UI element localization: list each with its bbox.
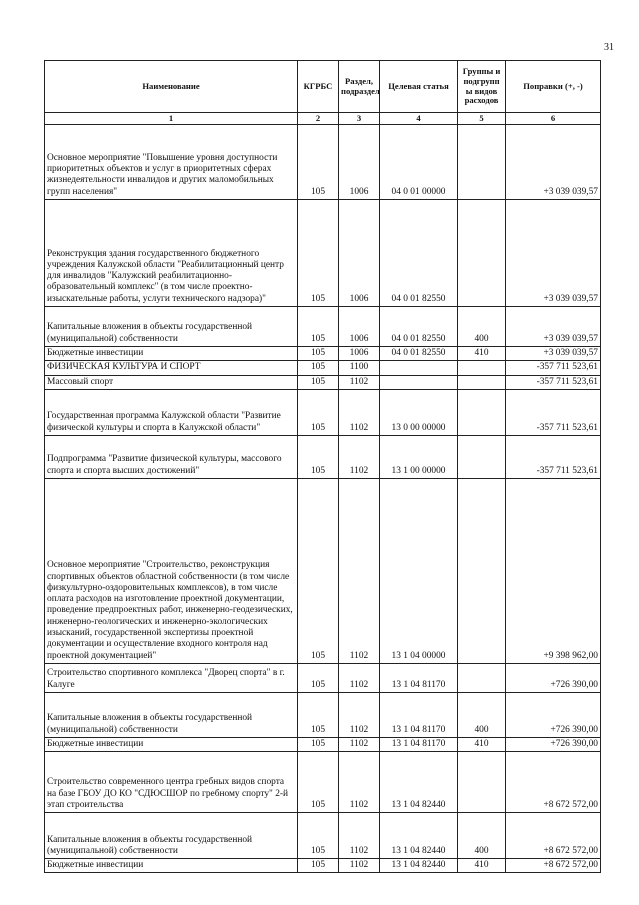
- row-target: 13 1 04 81170: [380, 692, 458, 737]
- row-group: [458, 478, 506, 663]
- row-group: 400: [458, 813, 506, 859]
- budget-amendments-table: [44, 60, 601, 873]
- row-kgrbs: 105: [298, 347, 339, 361]
- table-row: [45, 692, 601, 737]
- row-amount: +3 039 039,57: [506, 307, 601, 347]
- row-group: [458, 200, 506, 307]
- row-group: 410: [458, 737, 506, 751]
- row-name: Бюджетные инвестиции: [45, 347, 298, 361]
- row-kgrbs: 105: [298, 307, 339, 347]
- table-row: [45, 478, 601, 663]
- row-kgrbs: 105: [298, 375, 339, 389]
- table-row: [45, 435, 601, 478]
- table-row: [45, 125, 601, 200]
- page-number: 31: [604, 42, 614, 53]
- row-target: 13 1 00 00000: [380, 435, 458, 478]
- row-group: [458, 389, 506, 435]
- row-kgrbs: 105: [298, 389, 339, 435]
- row-target: 13 1 04 00000: [380, 478, 458, 663]
- table-row: [45, 813, 601, 859]
- row-section: 1006: [339, 347, 380, 361]
- row-amount: +9 398 962,00: [506, 478, 601, 663]
- row-name: Реконструкция здания государственного бюджетного учреждения Калужской области "Реабилитационный центр для инвалидов "Калужский реабилитационно-образовательный комплекс" (в том числе проектно-изыскательные работы, услуги технического надзора)": [45, 200, 298, 307]
- row-section: 1102: [339, 435, 380, 478]
- row-amount: +8 672 572,00: [506, 859, 601, 873]
- col-number: 1: [45, 113, 298, 125]
- row-target: [380, 375, 458, 389]
- row-amount: -357 711 523,61: [506, 435, 601, 478]
- table-row: [45, 859, 601, 873]
- row-target: 13 1 04 81170: [380, 663, 458, 692]
- row-target: 04 0 01 82550: [380, 200, 458, 307]
- row-section: 1102: [339, 692, 380, 737]
- row-kgrbs: 105: [298, 361, 339, 375]
- row-kgrbs: 105: [298, 813, 339, 859]
- row-name: Капитальные вложения в объекты государственной (муниципальной) собственности: [45, 813, 298, 859]
- row-name: Бюджетные инвестиции: [45, 859, 298, 873]
- table-row: [45, 347, 601, 361]
- row-group: 410: [458, 347, 506, 361]
- row-section: 1102: [339, 859, 380, 873]
- table-row: [45, 375, 601, 389]
- row-section: 1102: [339, 663, 380, 692]
- row-group: 410: [458, 859, 506, 873]
- table-row: [45, 752, 601, 813]
- row-amount: +3 039 039,57: [506, 125, 601, 200]
- row-kgrbs: 105: [298, 692, 339, 737]
- row-group: [458, 752, 506, 813]
- row-target: 13 1 04 81170: [380, 737, 458, 751]
- col-number: 4: [380, 113, 458, 125]
- row-amount: -357 711 523,61: [506, 375, 601, 389]
- header-group: Группы и подгрупп ы видов расходов: [458, 61, 506, 113]
- header-kgrbs: КГРБС: [298, 61, 339, 113]
- row-section: 1102: [339, 375, 380, 389]
- table-row: [45, 389, 601, 435]
- row-kgrbs: 105: [298, 125, 339, 200]
- row-section: 1102: [339, 478, 380, 663]
- row-target: 04 0 01 00000: [380, 125, 458, 200]
- table-row: [45, 361, 601, 375]
- row-name: Подпрограмма "Развитие физической культуры, массового спорта и спорта высших достижений": [45, 435, 298, 478]
- row-kgrbs: 105: [298, 859, 339, 873]
- header-row: [45, 61, 601, 113]
- row-section: 1102: [339, 389, 380, 435]
- row-group: [458, 375, 506, 389]
- row-target: 04 0 01 82550: [380, 347, 458, 361]
- row-kgrbs: 105: [298, 752, 339, 813]
- row-target: 13 1 04 82440: [380, 752, 458, 813]
- row-amount: +3 039 039,57: [506, 347, 601, 361]
- row-name: Основное мероприятие "Повышение уровня доступности приоритетных объектов и услуг в приоритетных сферах жизнедеятельности инвалидов и других маломобильных групп населения": [45, 125, 298, 200]
- row-amount: +3 039 039,57: [506, 200, 601, 307]
- row-amount: -357 711 523,61: [506, 389, 601, 435]
- row-section: 1100: [339, 361, 380, 375]
- table-row: [45, 663, 601, 692]
- row-name: Строительство спортивного комплекса "Дворец спорта" в г. Калуге: [45, 663, 298, 692]
- row-name: Основное мероприятие "Строительство, реконструкция спортивных объектов областной собственности (в том числе физкультурно-оздоровительных комплексов), в том числе оплата расходов на изготовление проектной документации, проведение предпроектных работ, инженерно-геодезических, инженерно-геологических и инженерно-экологических изысканий, государственной экспертизы проектной документации и осуществление входного контроля над проектной документацией": [45, 478, 298, 663]
- row-group: 400: [458, 307, 506, 347]
- row-section: 1102: [339, 752, 380, 813]
- row-group: 400: [458, 692, 506, 737]
- header-amend: Поправки (+, -): [506, 61, 601, 113]
- row-name: Массовый спорт: [45, 375, 298, 389]
- row-amount: -357 711 523,61: [506, 361, 601, 375]
- row-amount: +726 390,00: [506, 692, 601, 737]
- row-group: [458, 663, 506, 692]
- header-target: Целевая статья: [380, 61, 458, 113]
- column-numbers-row: [45, 113, 601, 125]
- header-section: Раздел, подраздел: [339, 61, 380, 113]
- row-group: [458, 361, 506, 375]
- row-amount: +726 390,00: [506, 737, 601, 751]
- row-name: ФИЗИЧЕСКАЯ КУЛЬТУРА И СПОРТ: [45, 361, 298, 375]
- row-target: 13 1 04 82440: [380, 859, 458, 873]
- row-kgrbs: 105: [298, 737, 339, 751]
- row-name: Бюджетные инвестиции: [45, 737, 298, 751]
- row-kgrbs: 105: [298, 478, 339, 663]
- row-target: 13 1 04 82440: [380, 813, 458, 859]
- row-target: 04 0 01 82550: [380, 307, 458, 347]
- row-kgrbs: 105: [298, 435, 339, 478]
- row-section: 1006: [339, 125, 380, 200]
- col-number: 6: [506, 113, 601, 125]
- row-name: Государственная программа Калужской области "Развитие физической культуры и спорта в Калужской области": [45, 389, 298, 435]
- table-row: [45, 737, 601, 751]
- header-name: Наименование: [45, 61, 298, 113]
- row-group: [458, 125, 506, 200]
- row-group: [458, 435, 506, 478]
- row-section: 1102: [339, 737, 380, 751]
- col-number: 3: [339, 113, 380, 125]
- row-name: Капитальные вложения в объекты государственной (муниципальной) собственности: [45, 692, 298, 737]
- table-row: [45, 307, 601, 347]
- row-section: 1006: [339, 307, 380, 347]
- row-name: Капитальные вложения в объекты государственной (муниципальной) собственности: [45, 307, 298, 347]
- row-target: [380, 361, 458, 375]
- row-section: 1102: [339, 813, 380, 859]
- row-amount: +8 672 572,00: [506, 752, 601, 813]
- row-kgrbs: 105: [298, 200, 339, 307]
- col-number: 2: [298, 113, 339, 125]
- row-amount: +726 390,00: [506, 663, 601, 692]
- row-section: 1006: [339, 200, 380, 307]
- table-row: [45, 200, 601, 307]
- row-amount: +8 672 572,00: [506, 813, 601, 859]
- col-number: 5: [458, 113, 506, 125]
- row-name: Строительство современного центра гребных видов спорта на базе ГБОУ ДО КО "СДЮСШОР по гребному спорту" 2-й этап строительства: [45, 752, 298, 813]
- row-target: 13 0 00 00000: [380, 389, 458, 435]
- row-kgrbs: 105: [298, 663, 339, 692]
